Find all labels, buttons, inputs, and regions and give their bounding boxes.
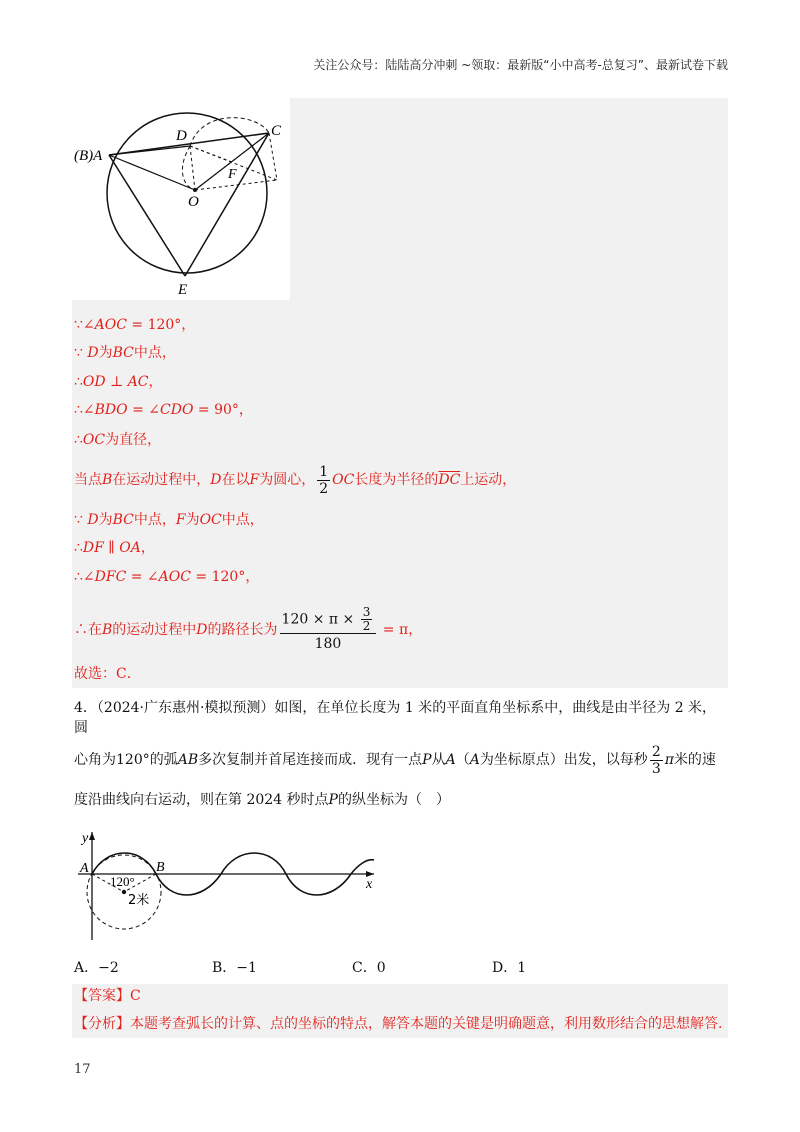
point-b-label: B [156, 860, 165, 875]
path-length-fraction: 120 × π × $\frac{3}{2}$ 180 [280, 606, 377, 654]
label-f: F [228, 167, 237, 182]
radius-label: 2米 [128, 893, 150, 908]
solution-line-6: 当点B在运动过程中，D在以F为圆心， $\frac{1}{2}$ OC长度为半径的$\overline{DC}$上运动， [74, 463, 517, 497]
solution-line-2: ∵ D为BC中点， [74, 345, 176, 361]
fraction-half: $\frac{1}{2}$ [319, 463, 329, 497]
option-d: D．1 [492, 960, 527, 976]
axis-x-label: x [366, 877, 373, 892]
page-header: 关注公众号：陆陆高分冲刺 ~领取：最新版“小中高考-总复习”、最新试卷下载 [313, 58, 728, 72]
solution-line-3: ∴OD ⊥ AC， [74, 374, 163, 390]
solution-line-5: ∴OC为直径， [74, 432, 162, 448]
option-b: B．−1 [212, 960, 257, 976]
analysis-line: 【分析】本题考查弧长的计算、点的坐标的特点，解答本题的关键是明确题意，利用数形结合的思想解答. [74, 1016, 723, 1032]
solution-line-10: ∴在B的运动过程中D的路径长为 120 × π × $\frac{3}{2}$ 180 = π， [74, 605, 423, 652]
page-number: 17 [74, 1062, 91, 1077]
label-e: E [178, 282, 188, 298]
circle-figure [72, 98, 290, 300]
arc-dc: $\overline{DC}$ [438, 472, 461, 488]
solution-line-8: ∴DF ∥ OA， [74, 540, 155, 556]
label-d: D [176, 128, 187, 144]
solution-line-7: ∵ D为BC中点，F为OC中点， [74, 512, 264, 528]
solution-line-1: ∵∠AOC = 120°， [74, 317, 196, 333]
speed-fraction: $\frac{2}{3}$ [651, 743, 661, 777]
label-ba: (B)A [74, 148, 103, 164]
point-a-label: A [80, 861, 89, 876]
question-line-1: 4．（2024·广东惠州·模拟预测）如图，在单位长度为 1 米的平面直角坐标系中，曲线是由半径为 2 米，圆 [74, 700, 717, 736]
question-line-2: 心角为120°的弧AB多次复制并首尾连接而成．现有一点P从A（A为坐标原点）出发，以每秒 $\frac{2}{3}$ π米的速 [74, 743, 716, 777]
solution-line-9: ∴∠DFC = ∠AOC = 120°， [74, 569, 260, 585]
question-line-3: 度沿曲线向右运动，则在第 2024 秒时点P的纵坐标为（ ） [74, 792, 450, 808]
option-a: A．−2 [74, 960, 119, 976]
solution-line-4: ∴∠BDO = ∠CDO = 90°， [74, 402, 253, 418]
option-c: C．0 [352, 960, 386, 976]
label-o: O [188, 194, 199, 210]
wave-figure [72, 826, 382, 944]
axis-y-label: y [82, 831, 89, 846]
answer-line: 【答案】C [74, 988, 141, 1004]
angle-label: 120° [110, 874, 135, 889]
solution-line-11: 故选：C． [74, 666, 141, 682]
label-c: C [271, 123, 282, 139]
